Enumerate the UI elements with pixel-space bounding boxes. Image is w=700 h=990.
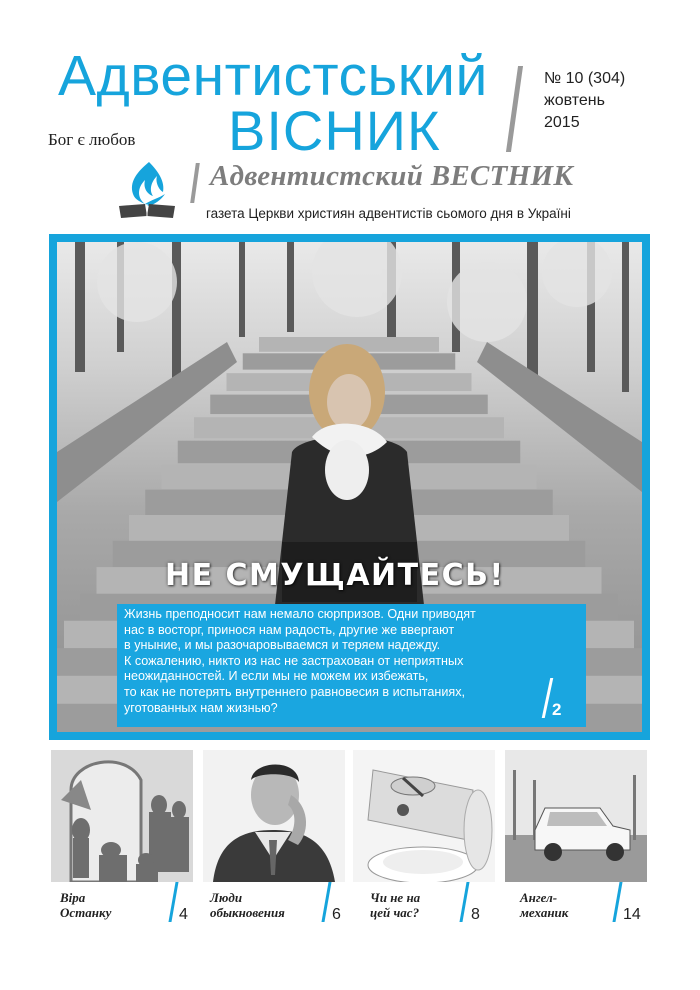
adventist-logo-icon [115,160,179,222]
teaser-image-angel[interactable] [505,750,647,882]
subtitle-russian: Адвентистский ВЕСТНИК [210,160,574,192]
teaser-title-line: Останку [60,905,112,920]
lead-line: то как не потерять внутреннего равновесия в испытаниях, [124,684,466,699]
teaser-title-line: Люди [210,890,243,905]
issue-number: № 10 (304) [544,70,626,87]
teaser-page-angel: 14 [623,906,641,923]
teaser-title-line: Віра [60,890,86,905]
teaser-title-line: механик [520,905,569,920]
teaser-title-line: Чи не на [370,890,421,905]
tagline: газета Церкви християн адвентистів сьомого дня в Україні [206,206,571,221]
lead-line: К сожалению, никто из нас не застрахован от неприятных [124,653,464,668]
teaser-image-time[interactable] [353,750,495,882]
teaser-divider [321,882,331,922]
title-line-1: Адвентистський [58,44,488,108]
teaser-title-line: цей час? [370,905,420,920]
lead-line: в уныние, и мы разочаровываемся и теряем надежду. [124,638,441,653]
lead-text [124,607,534,716]
teaser-page-time: 8 [471,906,480,923]
lead-page-number: 2 [552,700,562,719]
teaser-title-people[interactable] [210,890,320,920]
issue-divider [506,66,523,152]
teaser-page-faith: 4 [179,906,188,923]
teaser-title-line: Ангел- [520,890,558,905]
cover-headline: НЕ СМУЩАЙТЕСЬ! [165,558,505,593]
lead-line: уготованных нам жизнью? [124,700,278,715]
lead-line: Жизнь преподносит нам немало сюрпризов. Одни приводят [124,607,476,621]
motto: Бог є любов [48,130,136,149]
teaser-page-people: 6 [332,906,341,923]
subtitle-divider [190,163,200,203]
issue-month: жовтень [544,92,605,109]
teaser-image-people[interactable] [203,750,345,882]
issue-year: 2015 [544,114,580,131]
teaser-image-faith[interactable] [51,750,193,882]
teaser-title-line: обыкновения [210,905,285,920]
lead-line: нас в восторг, принося нам радость, другие же ввергают [124,622,455,637]
teaser-title-faith[interactable] [60,890,170,920]
lead-line: неожиданностей. И если мы не можем их избежать, [124,669,429,684]
title-line-2: ВІСНИК [228,99,441,162]
